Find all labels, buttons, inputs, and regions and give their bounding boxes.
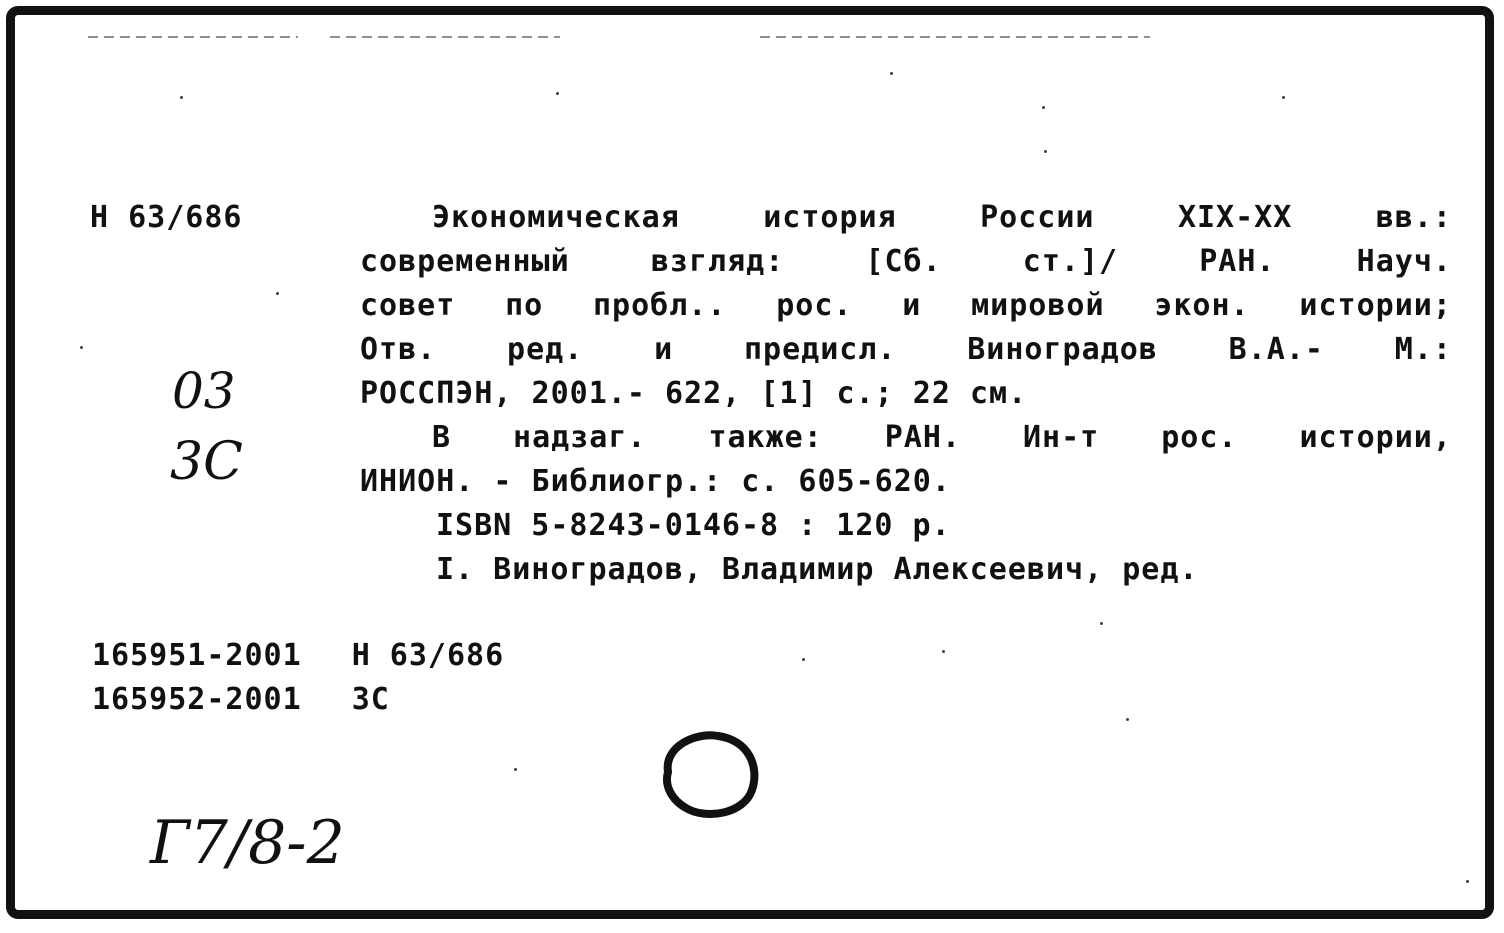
word: предисл. bbox=[743, 332, 897, 367]
word: мировой bbox=[971, 288, 1105, 323]
word: рос. bbox=[1161, 420, 1238, 455]
word: истории; bbox=[1299, 288, 1452, 323]
inventory-number: 165951-2001 bbox=[92, 638, 302, 673]
handwritten-mark-3c: 3С bbox=[170, 432, 243, 492]
word: Виноградов bbox=[967, 332, 1158, 367]
speck bbox=[802, 658, 805, 661]
inventory-number: 165952-2001 bbox=[92, 682, 302, 717]
word: М.: bbox=[1394, 332, 1452, 367]
word: XIX-XX bbox=[1177, 200, 1293, 235]
word: РАН. bbox=[1199, 244, 1276, 279]
word: Отв. bbox=[360, 332, 437, 367]
speck bbox=[1126, 718, 1129, 721]
speck bbox=[1282, 96, 1285, 99]
word: пробл.. bbox=[593, 288, 727, 323]
word: ст.]/ bbox=[1022, 244, 1119, 279]
inventory-row bbox=[92, 634, 504, 678]
shelfmark: Н 63/686 bbox=[90, 200, 243, 235]
isbn-line: ISBN 5-8243-0146-8 : 120 р. bbox=[436, 508, 951, 543]
word: ред. bbox=[507, 332, 584, 367]
description bbox=[360, 196, 1452, 592]
inventory-location: 3С bbox=[351, 682, 390, 717]
word: и bbox=[654, 332, 674, 367]
word: и bbox=[902, 288, 922, 323]
inventory-location: Н 63/686 bbox=[351, 638, 505, 673]
speck bbox=[1042, 106, 1045, 109]
word: также: bbox=[708, 420, 823, 455]
word: по bbox=[505, 288, 544, 323]
word: рос. bbox=[776, 288, 853, 323]
word: взгляд: bbox=[650, 244, 785, 279]
speck bbox=[890, 72, 893, 75]
description-line-7: ИНИОН. - Библиогр.: с. 605-620. bbox=[360, 464, 951, 499]
word: В.А.- bbox=[1228, 332, 1324, 367]
description-line-5: РОССПЭН, 2001.- 622, [1] с.; 22 см. bbox=[360, 376, 1028, 411]
speck bbox=[1100, 622, 1103, 625]
top-rule bbox=[88, 36, 298, 38]
description-line-2 bbox=[360, 240, 1452, 284]
description-line-6 bbox=[360, 416, 1452, 460]
handwritten-bottom-code: Г7/8-2 bbox=[150, 808, 345, 878]
speck bbox=[80, 346, 83, 349]
handwritten-mark-03: 03 bbox=[172, 362, 236, 420]
speck bbox=[556, 92, 559, 95]
word: совет bbox=[360, 288, 456, 323]
word: РАН. bbox=[884, 420, 962, 455]
speck bbox=[276, 292, 279, 295]
speck bbox=[1044, 150, 1047, 153]
description-line-1 bbox=[360, 196, 1452, 240]
top-rule bbox=[760, 36, 1150, 38]
word: [Сб. bbox=[865, 244, 942, 279]
punch-hole-icon bbox=[656, 724, 768, 824]
word: В bbox=[432, 420, 452, 455]
word: России bbox=[980, 200, 1095, 235]
word: Науч. bbox=[1356, 244, 1452, 279]
word: экон. bbox=[1154, 288, 1250, 323]
inventory-row bbox=[92, 678, 390, 722]
speck bbox=[514, 768, 517, 771]
speck bbox=[1466, 880, 1469, 883]
word: современный bbox=[360, 244, 570, 279]
word: надзаг. bbox=[513, 420, 647, 455]
word: Экономическая bbox=[432, 200, 680, 235]
description-line-4 bbox=[360, 328, 1452, 372]
editor-entry: I. Виноградов, Владимир Алексеевич, ред. bbox=[436, 552, 1199, 587]
top-rule bbox=[330, 36, 560, 38]
word: история bbox=[763, 200, 897, 235]
word: истории, bbox=[1299, 420, 1452, 455]
word: вв.: bbox=[1375, 200, 1452, 235]
speck bbox=[180, 96, 183, 99]
description-line-3 bbox=[360, 284, 1452, 328]
word: Ин-т bbox=[1023, 420, 1100, 455]
speck bbox=[942, 650, 945, 653]
